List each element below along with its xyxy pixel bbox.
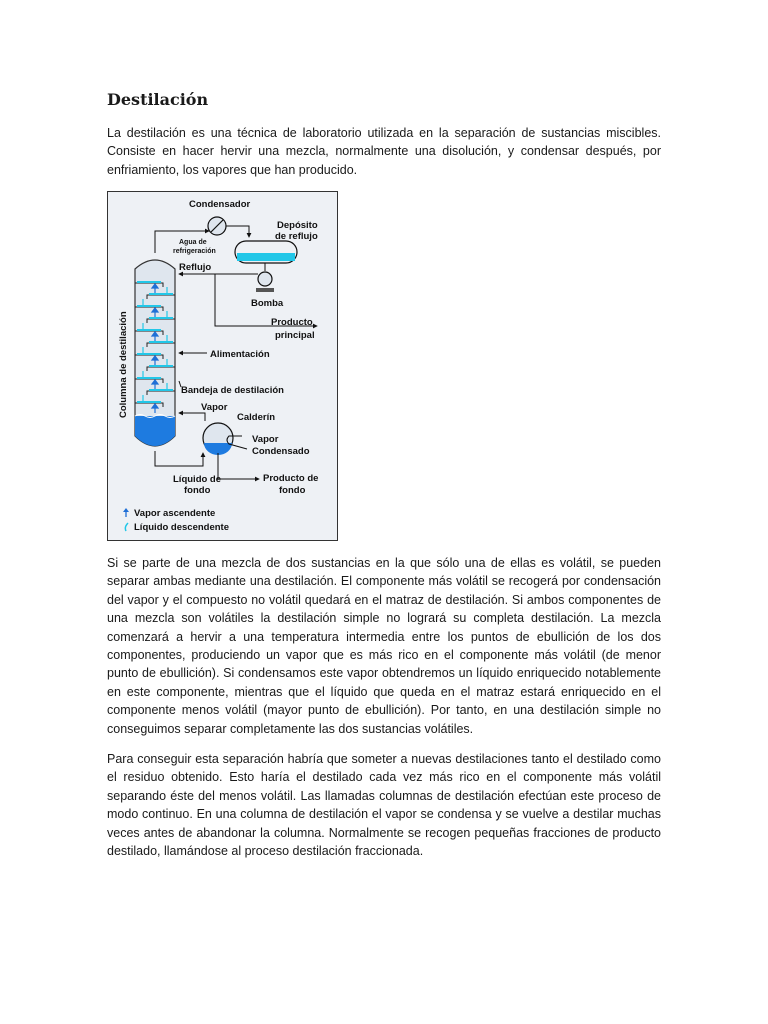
- pump-icon: [256, 272, 274, 292]
- label-agua-2: refrigeración: [173, 248, 216, 255]
- distillation-diagram: [107, 191, 338, 541]
- label-producto-fondo-2: fondo: [279, 485, 306, 496]
- label-condensador: Condensador: [189, 199, 251, 210]
- paragraph-conclusion: Para conseguir esta separación habría que someter a nuevas destilaciones tanto el destilado como el residuo obtenido. Esto haría el destilado cada vez más rico en el componente más volátil separando éste del menos volátil. Las llamadas columnas de destilación efectúan este proceso de modo continuo. En una columna de destilación el vapor se condensa y se vuelve a destilar muchas veces antes de abandonar la columna. Normalmente se recogen pequeñas fracciones de producto destilado, llamándose al proceso destilación fraccionada.: [107, 752, 661, 859]
- label-columna: Columna de destilación: [118, 311, 129, 418]
- label-deposito-1: Depósito: [277, 220, 318, 231]
- label-vapor: Vapor: [201, 402, 228, 413]
- label-calderin: Calderín: [237, 412, 276, 423]
- label-deposito-2: de reflujo: [275, 231, 318, 242]
- label-liquido-1: Líquido de: [173, 474, 222, 485]
- label-vapor-2: Vapor: [252, 434, 279, 445]
- label-bomba: Bomba: [251, 298, 284, 309]
- label-reflujo: Reflujo: [179, 262, 212, 273]
- legend-liquido: Líquido descendente: [134, 522, 230, 533]
- label-bandeja: Bandeja de destilación: [181, 385, 284, 396]
- paragraph-intro: La destilación es una técnica de laboratorio utilizada en la separación de sustancias miscibles. Consiste en hacer hervir una mezcla, normalmente una disolución, y condensar después, por enfriamiento, los vapores que han producido.: [107, 126, 661, 177]
- label-producto-fondo-1: Producto de: [263, 473, 319, 484]
- distillation-column: [135, 260, 175, 446]
- reflux-drum-icon: [235, 241, 297, 263]
- page-title: Destilación: [107, 90, 209, 109]
- label-condensado: Condensado: [252, 446, 310, 457]
- legend-vapor: Vapor ascendente: [134, 508, 216, 519]
- label-producto-1: Producto: [271, 317, 313, 328]
- label-agua-1: Agua de: [179, 239, 207, 246]
- label-alimentacion: Alimentación: [210, 349, 270, 360]
- paragraph-body: Si se parte de una mezcla de dos sustancias en la que sólo una de ellas es volátil, se pueden separar ambas mediante una destilación. El componente más volátil se recogerá por condensación del vapor y el compuesto no volátil quedará en el matraz de destilación. Si ambos componentes de una mezcla son volátiles la destilación simple no logrará su completa destilación. La mezcla comenzará a hervir a una temperatura intermedia entre los puntos de ebullición de los dos componentes, produciendo un vapor que es más rico en el componente más volátil (de menor punto de ebullición). Si condensamos este vapor obtendremos un líquido enriquecido notablemente en este componente, mientras que el líquido que queda en el matraz estará enriquecido en el componente menos volátil (mayor punto de ebullición). Por tanto, en una destilación simple no conseguimos separar completamente las dos sustancias volátiles.: [107, 556, 661, 736]
- label-producto-2: principal: [275, 330, 315, 341]
- label-liquido-2: fondo: [184, 485, 211, 496]
- condenser-icon: [208, 217, 226, 235]
